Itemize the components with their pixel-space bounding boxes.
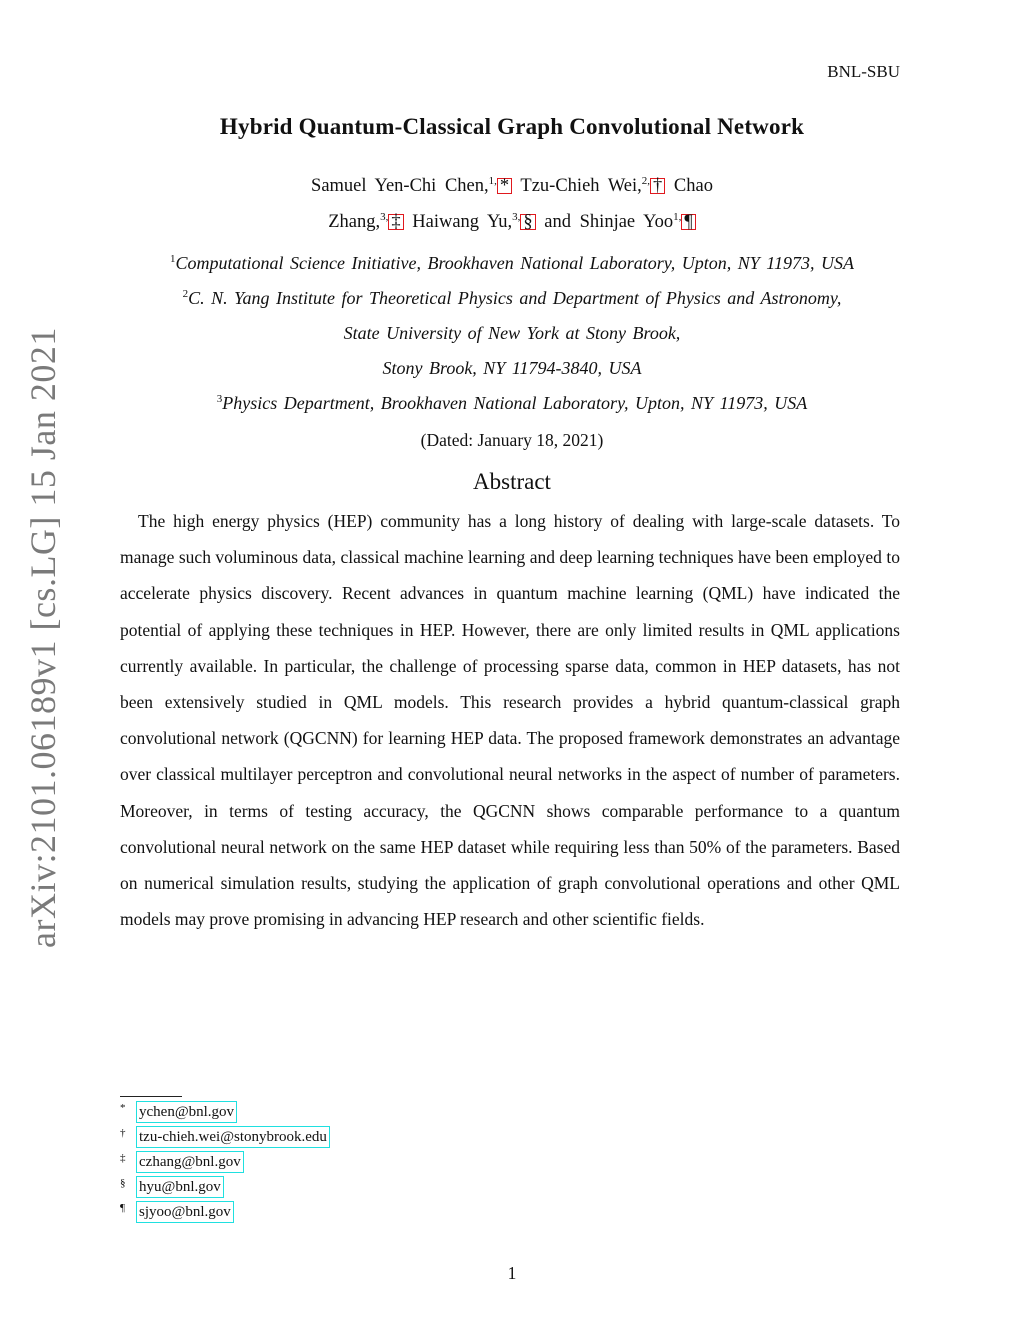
footnote-mark: * [120,1102,126,1114]
affiliation-3 [0,393,1024,414]
author-name: Haiwang Yu, [412,212,513,232]
footnote-item [120,1176,330,1201]
footnote-link[interactable]: § [520,214,535,230]
author-name: Chao [673,176,713,196]
author-affil-sup: 3, [512,211,521,223]
footnote-mark: ‡ [120,1152,126,1164]
author-affil-sup: 1, [488,175,497,187]
author-name: Tzu-Chieh Wei, [520,176,642,196]
footnote-link[interactable]: ¶ [681,214,695,230]
footnote-mark: † [120,1127,126,1139]
abstract-body [120,503,900,937]
abstract-paragraph: The high energy physics (HEP) community has a long history of dealing with large-scale datasets. To manage such voluminous data, classical machine learning and deep learning techniques have been employed to accelerate physics discovery. Recent advances in quantum machine learning (QML) have indicated the potential of applying these techniques in HEP. However, there are only limited results in QML applications currently available. In particular, the challenge of processing sparse data, common in HEP datasets, has not been extensively studied in QML models. This research provides a hybrid quantum-classical graph convolutional network (QGCNN) for learning HEP data. The proposed framework demonstrates an advantage over classical multilayer perceptron and convolutional neural networks in the aspect of number of parameters. Moreover, in terms of testing accuracy, the QGCNN shows comparable performance to a quantum convolutional neural network on the same HEP dataset while requiring less than 50% of the parameters. Based on numerical simulation results, studying the application of graph convolutional operations and other QML models may prove promising in advancing HEP research and other scientific fields. [120,511,900,930]
footnotes [120,1101,330,1226]
email-link[interactable]: ychen@bnl.gov [136,1101,237,1123]
email-link[interactable]: czhang@bnl.gov [136,1151,244,1173]
date-line: (Dated: January 18, 2021) [420,430,604,450]
paper-title: Hybrid Quantum-Classical Graph Convolutional Network [219,114,805,139]
author-affil-sup: 2, [641,175,651,187]
report-number: BNL-SBU [827,62,900,81]
footnote-link[interactable]: ‡ [388,214,403,230]
affiliation-num: 1 [170,253,176,265]
page-number: 1 [507,1263,517,1283]
arxiv-stamp: arXiv:2101.06189v1 [cs.LG] 15 Jan 2021 [23,327,63,948]
affiliation-text: Computational Science Initiative, Brookhaven National Laboratory, Upton, NY 11973, USA [175,253,854,273]
author-name: Shinjae Yoo [579,212,674,232]
footnote-item [120,1151,330,1176]
affiliation-2-line-2: State University of New York at Stony Brook, [343,323,681,343]
affiliation-text: Physics Department, Brookhaven National Laboratory, Upton, NY 11973, USA [222,393,808,413]
affiliation-2-line-3: Stony Brook, NY 11794-3840, USA [382,358,642,378]
affiliation-1 [0,253,1024,274]
email-link[interactable]: hyu@bnl.gov [136,1176,224,1198]
author-name: Samuel Yen-Chi Chen, [311,176,489,196]
email-link[interactable]: sjyoo@bnl.gov [136,1201,234,1223]
affiliation-2-line-1 [0,288,1024,309]
footnote-mark: ¶ [120,1202,125,1214]
author-name: Zhang, [328,212,381,232]
footnote-item [120,1201,330,1226]
footnote-link[interactable]: † [650,178,665,194]
affiliation-text: C. N. Yang Institute for Theoretical Physics and Department of Physics and Astronomy, [188,288,842,308]
footnote-mark: § [120,1177,126,1189]
abstract-heading: Abstract [473,469,551,494]
affiliation-num: 3 [216,393,223,405]
footnote-divider [120,1096,182,1097]
email-link[interactable]: tzu-chieh.wei@stonybrook.edu [136,1126,330,1148]
footnote-link[interactable]: * [497,178,512,194]
footnote-item [120,1126,330,1151]
affiliation-num: 2 [182,288,189,300]
footnote-item [120,1101,330,1126]
author-line-2 [0,211,1024,233]
author-affil-sup: 1, [673,211,682,223]
author-affil-sup: 3, [380,211,389,223]
author-conjunction: and [544,212,572,232]
author-line-1 [0,175,1024,197]
